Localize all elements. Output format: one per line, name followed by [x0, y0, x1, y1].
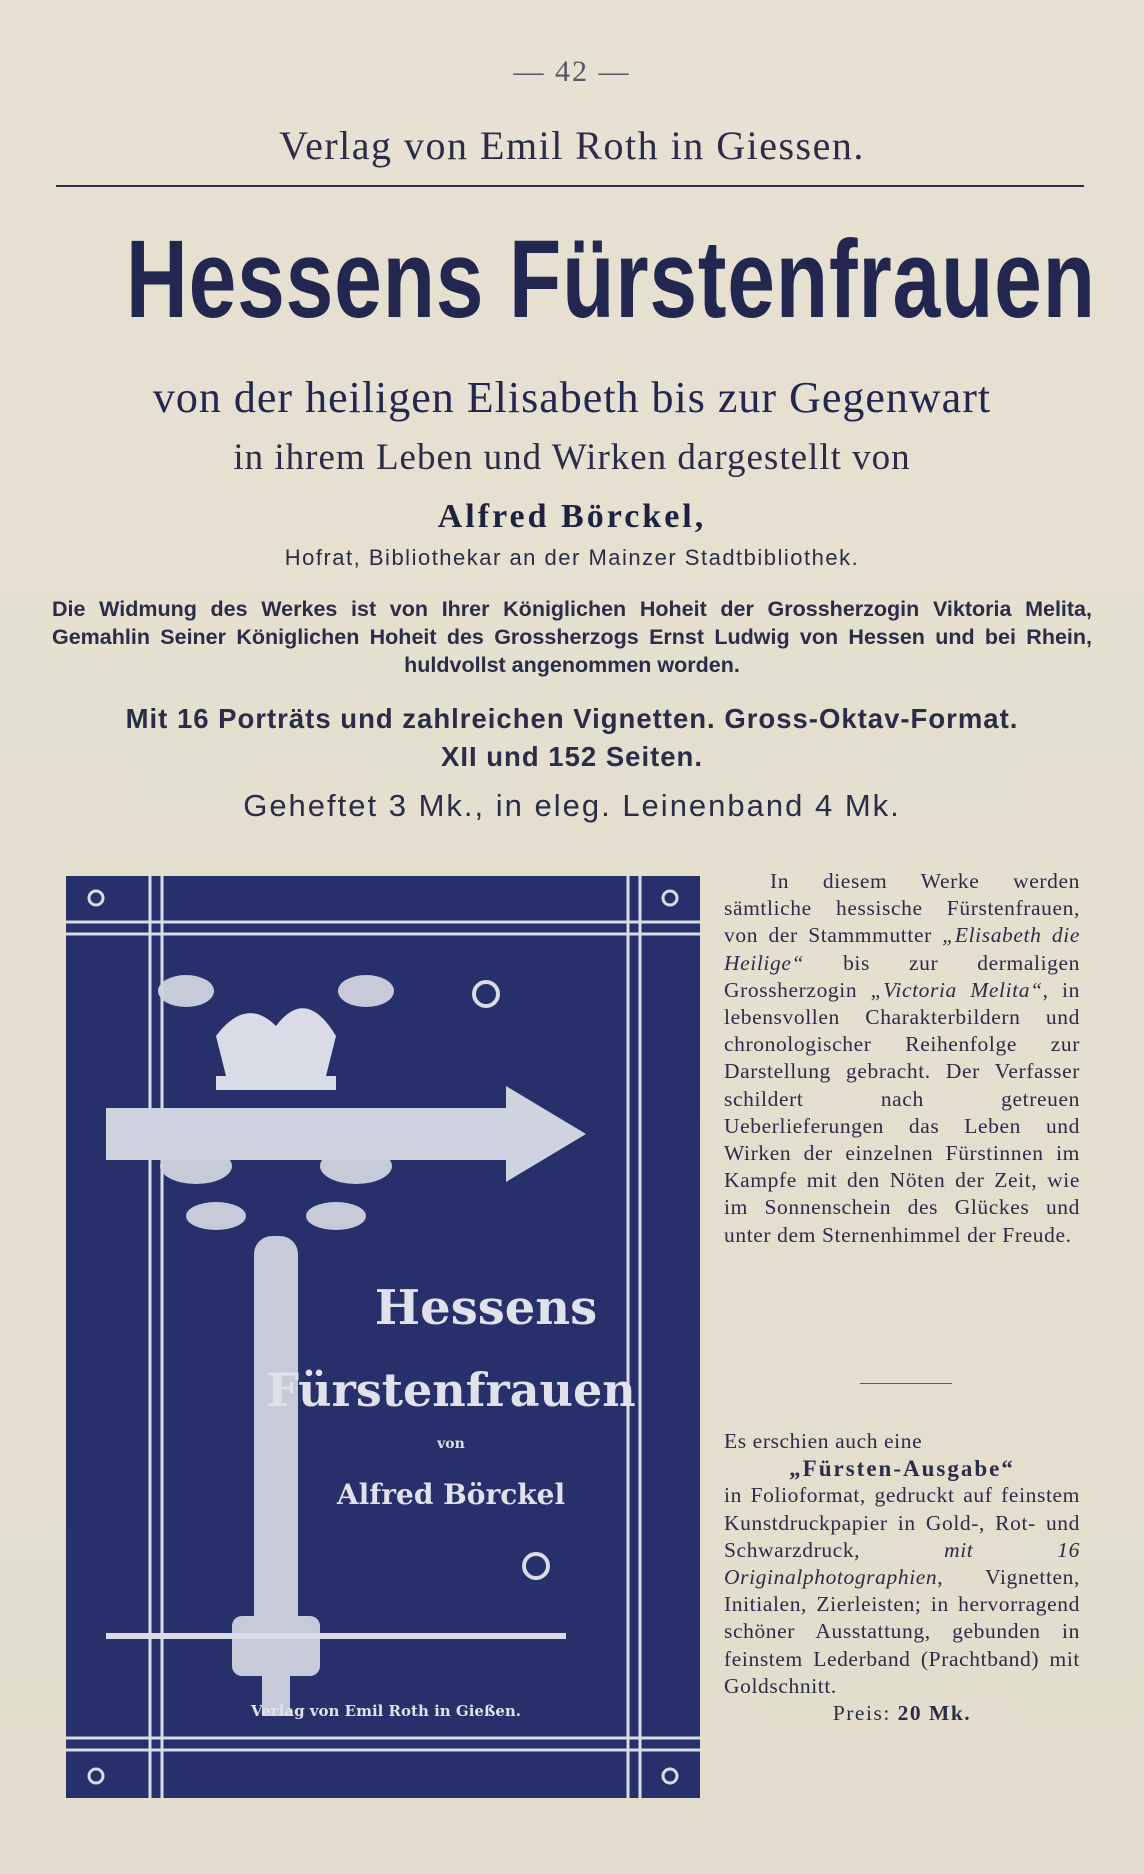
cover-von: von: [437, 1436, 465, 1452]
edition-intro: Es erschien auch eine: [724, 1429, 923, 1453]
cover-illustration: [66, 876, 700, 1798]
format-line-2: XII und 152 Seiten.: [441, 741, 703, 772]
edition-text-1: in Folioformat, gedruckt auf feinstem Kunstdruckpapier in Gold-, Rot- und Schwarzdruck,: [724, 1483, 1080, 1562]
book-cover-image: [66, 876, 700, 1798]
description-text: [724, 868, 1080, 1249]
publisher-line: Verlag von Emil Roth in Giessen.: [279, 123, 865, 168]
page-number: — 42 —: [513, 55, 631, 88]
edition-text: [724, 1428, 1080, 1727]
edition-text-2: , Vignetten, Initialen, Zierleisten; in hervorragend schöner Ausstattung, gebunden in feinstem Lederband (Prachtband) mit Goldschnitt.: [724, 1565, 1080, 1698]
header-rule: [56, 185, 1084, 187]
desc-quote-2: „Victoria Melita“: [870, 977, 1043, 1002]
edition-name: „Fürsten-Ausgabe“: [789, 1456, 1015, 1482]
byline: in ihrem Leben und Wirken dargestellt von: [233, 437, 911, 478]
cover-author: Alfred Börckel: [336, 1478, 566, 1511]
edition-price-label: Preis:: [832, 1701, 891, 1726]
cover-title-1: Hessens: [374, 1280, 598, 1336]
price-line: Geheftet 3 Mk., in eleg. Leinenband 4 Mk.: [243, 788, 901, 823]
desc-part-2: bis zur dermaligen Grossherzogin: [724, 950, 1080, 1002]
cover-imprint: Verlag von Emil Roth in Gießen.: [250, 1702, 522, 1720]
section-divider: [860, 1383, 952, 1384]
cover-title-2: Fürstenfrauen: [266, 1363, 636, 1417]
author-name: Alfred Börckel,: [437, 498, 707, 535]
book-subtitle: von der heiligen Elisabeth bis zur Gegenwart: [152, 373, 992, 422]
desc-part-1: In diesem Werke werden sämtliche hessische Fürstenfrauen, von der Stammmutter: [724, 869, 1080, 948]
edition-italic: mit 16 Originalphotographien: [724, 1537, 1080, 1590]
format-line-1: Mit 16 Porträts und zahlreichen Vignetten. Gross-Oktav-Format.: [125, 703, 1019, 734]
desc-part-3: , in lebensvollen Charakterbildern und chronologischer Reihenfolge zur Darstellung gebracht. Der Verfasser schildert nach getreuen Ueberlieferungen das Leben und Wirken der einzelnen Fürstinnen im Kampfe mit den Nöten der Zeit, wie im Sonnenschein des Glückes und unter dem Sternenhimmel der Freude.: [724, 977, 1080, 1247]
dedication-note: Die Widmung des Werkes ist von Ihrer Königlichen Hoheit der Grossherzogin Viktoria Melita, Gemahlin Seiner Königlichen Hoheit des Grossherzogs Ernst Ludwig von Hessen und bei Rhein, huldvollst angenommen worden.: [52, 597, 1092, 677]
author-title: Hofrat, Bibliothekar an der Mainzer Stadtbibliothek.: [284, 545, 860, 570]
book-title: Hessens Fürstenfrauen: [125, 218, 1096, 341]
format-info: [0, 700, 1144, 776]
desc-quote-1: „Elisabeth die Heilige“: [724, 923, 1080, 975]
edition-price-value: 20 Mk.: [897, 1701, 972, 1726]
